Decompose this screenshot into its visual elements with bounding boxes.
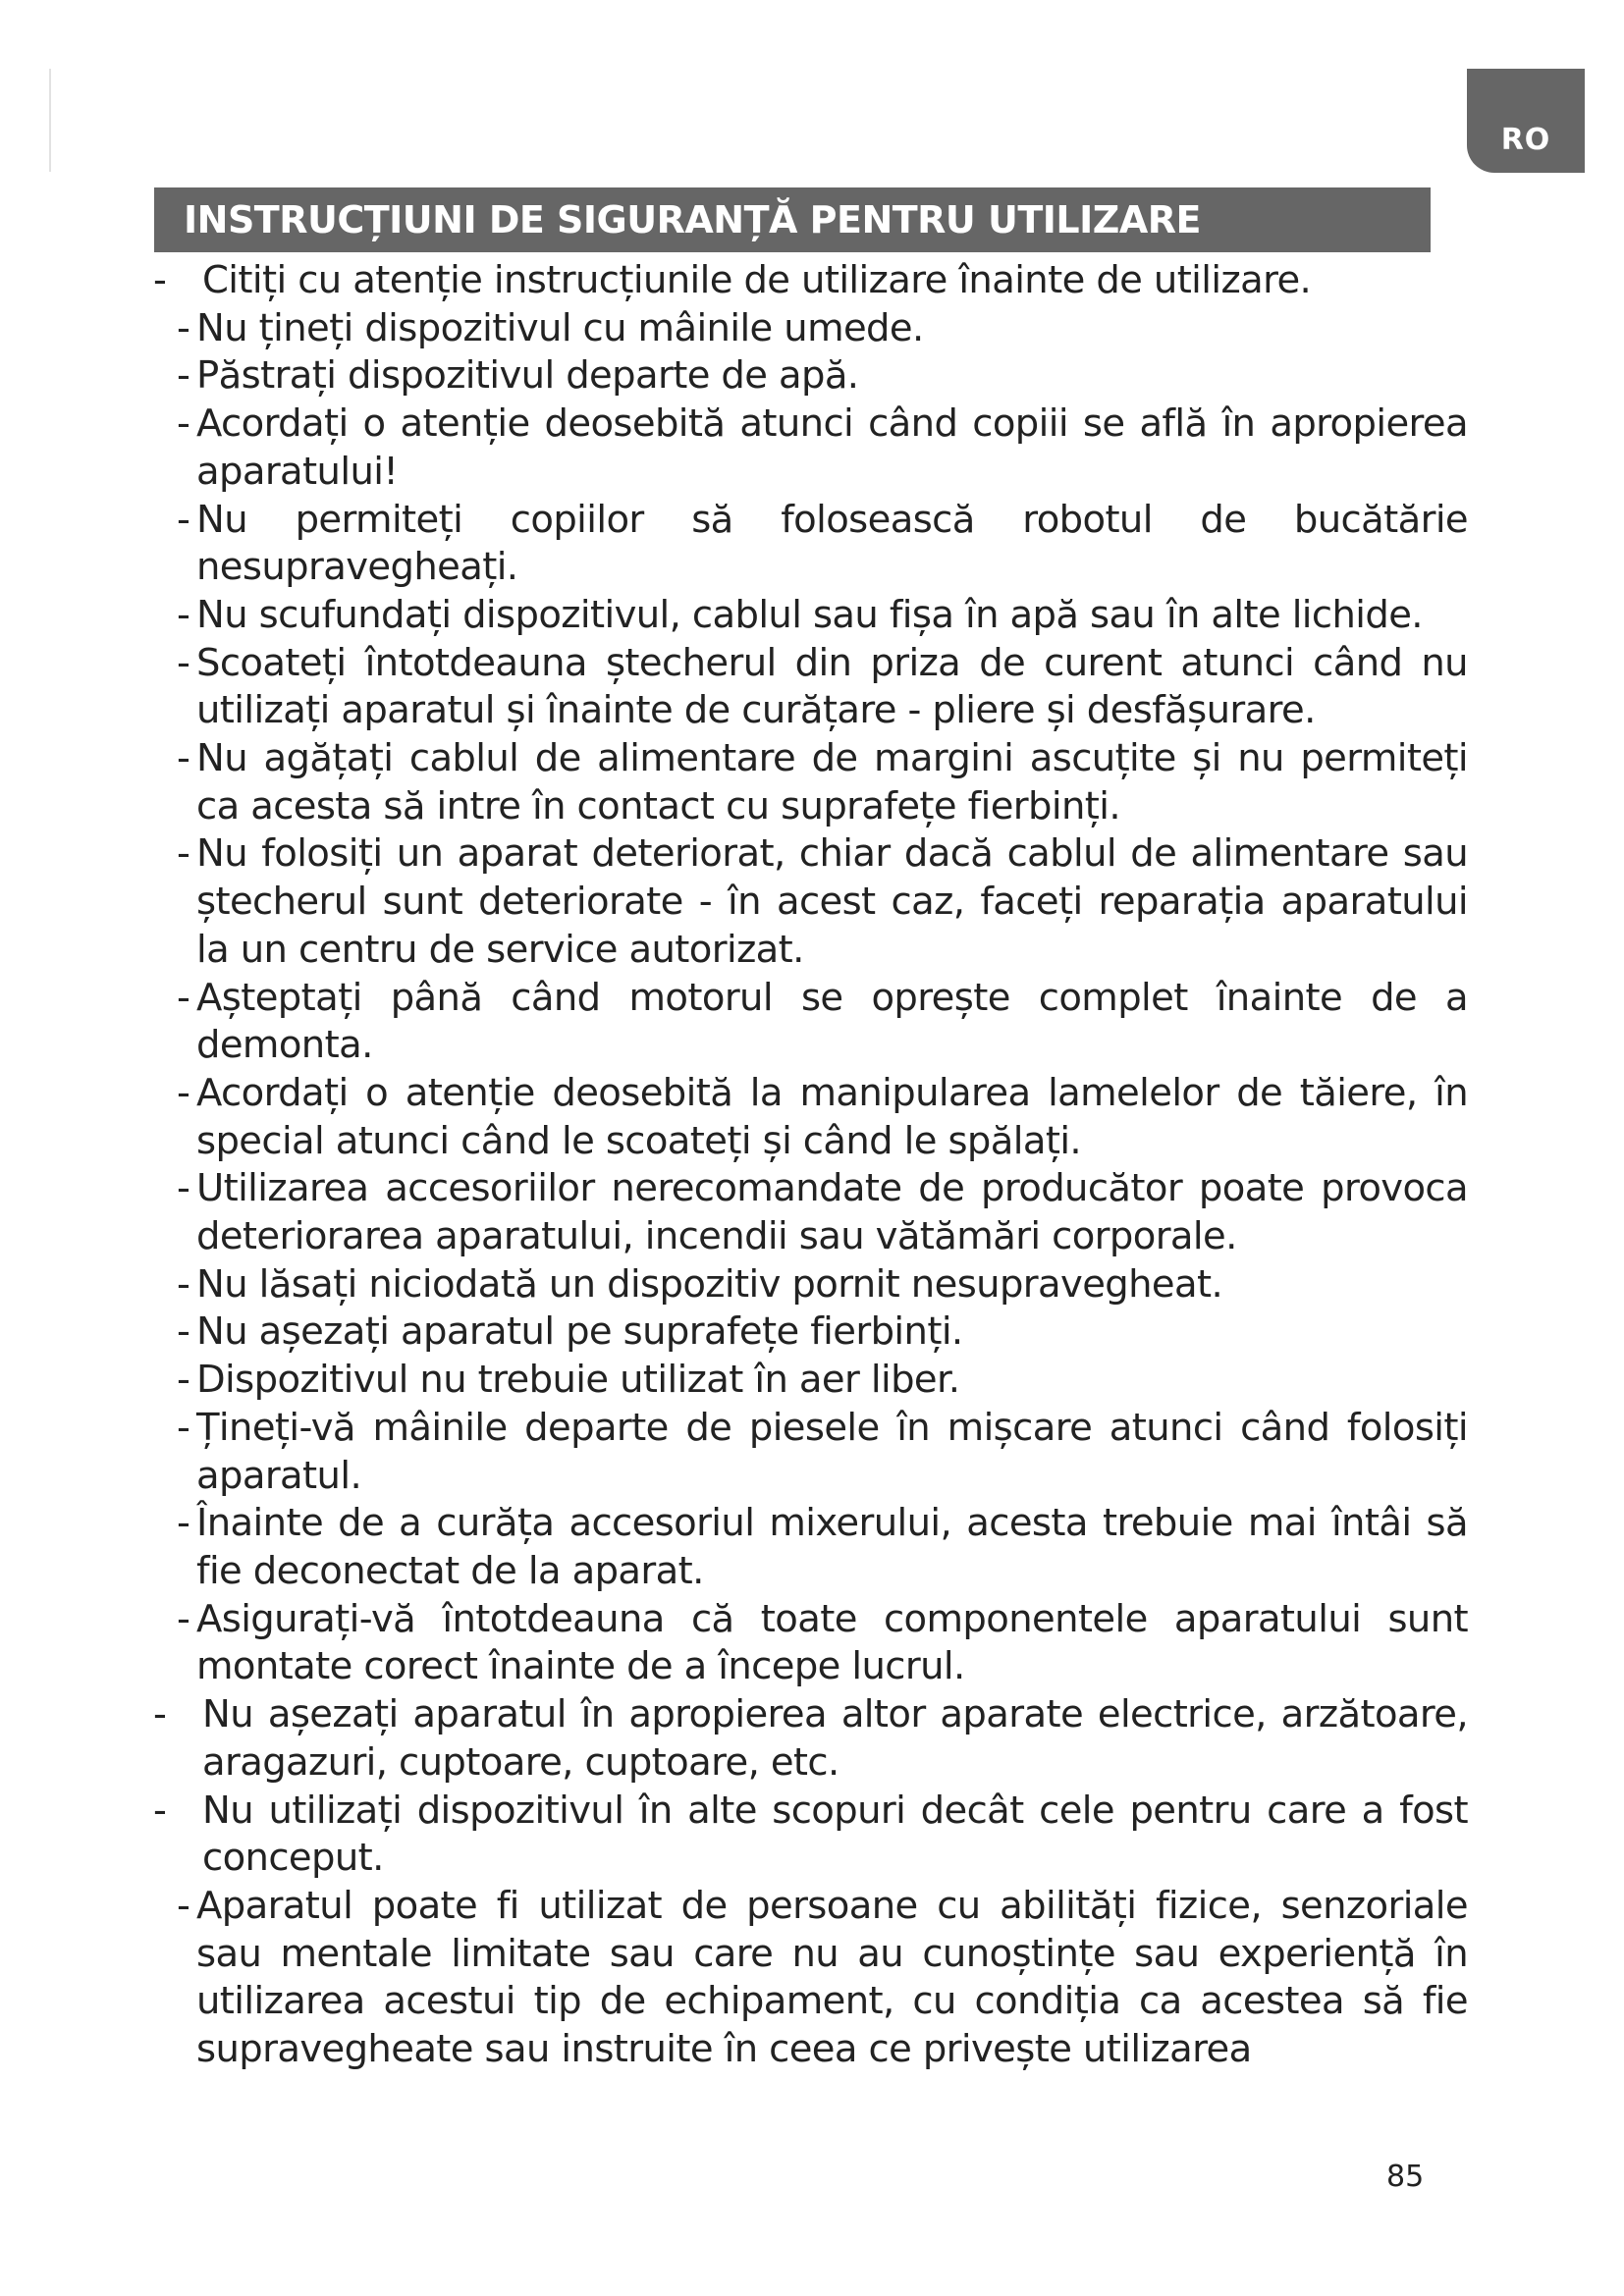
- list-item: [147, 830, 1468, 974]
- list-dash: -: [177, 640, 190, 685]
- list-dash: -: [177, 1261, 190, 1307]
- list-item: [147, 592, 1468, 640]
- list-item-text: Nu scufundați dispozitivul, cablul sau fișa în apă sau în alte lichide.: [196, 592, 1423, 637]
- list-dash: -: [153, 1788, 167, 1833]
- list-dash: -: [177, 1309, 190, 1355]
- list-item-text: Asigurați-vă întotdeauna că toate componentele aparatului sunt montate corect înainte de a începe lucrul.: [196, 1596, 1468, 1689]
- list-item: [147, 497, 1468, 592]
- list-dash: -: [177, 592, 190, 637]
- list-dash: -: [177, 1405, 190, 1450]
- list-item-text: Nu agățați cablul de alimentare de margini ascuțite și nu permiteți ca acesta să intre în contact cu suprafețe fierbinți.: [196, 736, 1468, 828]
- list-dash: -: [177, 1358, 190, 1403]
- list-item: [147, 305, 1468, 353]
- list-item-text: Nu țineți dispozitivul cu mâinile umede.: [196, 305, 924, 350]
- list-item-text: Nu așezați aparatul în apropierea altor aparate electrice, arzătoare, aragazuri, cuptoare, cuptoare, etc.: [202, 1692, 1468, 1785]
- list-item: [147, 400, 1468, 496]
- list-dash: -: [177, 401, 190, 447]
- list-dash: -: [177, 1883, 190, 1928]
- list-item-text: Scoateți întotdeauna ștecherul din priza de curent atunci când nu utilizați aparatul și înainte de curățare - pliere și desfășurare.: [196, 640, 1468, 733]
- page-number: 85: [1386, 2160, 1425, 2194]
- list-item-text: Acordați o atenție deosebită atunci când copiii se află în apropierea aparatului!: [196, 401, 1468, 494]
- list-item-text: Înainte de a curăța accesoriul mixerului, acesta trebuie mai întâi să fie deconectat de la aparat.: [196, 1501, 1468, 1593]
- list-item: [147, 1691, 1468, 1787]
- list-item: [147, 1883, 1468, 2074]
- list-dash: -: [153, 258, 167, 302]
- section-header: [154, 187, 1431, 252]
- list-item: [147, 1596, 1468, 1691]
- list-dash: -: [177, 975, 190, 1020]
- list-item-text: Aparatul poate fi utilizat de persoane cu abilități fizice, senzoriale sau mentale limitate sau care nu au cunoștințe sau experiență în utilizarea acestui tip de echipament, cu condiția ca acestea să fie supravegheate sau instruite în ceea ce privește utilizarea: [196, 1883, 1468, 2072]
- list-item-text: Acordați o atenție deosebită la manipularea lamelelor de tăiere, în special atunci când le scoateți și când le spălați.: [196, 1070, 1468, 1163]
- list-item-text: Păstrați dispozitivul departe de apă.: [196, 353, 859, 399]
- list-dash: -: [153, 1692, 167, 1737]
- list-item: [147, 640, 1468, 735]
- list-item: [147, 1500, 1468, 1595]
- list-item-text: Nu utilizați dispozitivul în alte scopuri decât cele pentru care a fost conceput.: [202, 1788, 1468, 1881]
- language-tab: [1467, 69, 1585, 173]
- list-dash: -: [177, 831, 190, 877]
- list-dash: -: [177, 1596, 190, 1641]
- list-item-text: Dispozitivul nu trebuie utilizat în aer liber.: [196, 1358, 960, 1403]
- list-item: [147, 735, 1468, 830]
- list-item-text: Așteptați până când motorul se oprește complet înainte de a demonta.: [196, 975, 1468, 1068]
- list-item: [147, 975, 1468, 1070]
- list-item-text: Nu permiteți copiilor să folosească robotul de bucătărie nesupravegheați.: [196, 497, 1468, 590]
- list-item-text: Nu așezați aparatul pe suprafețe fierbinți.: [196, 1309, 963, 1355]
- list-item: [147, 1357, 1468, 1405]
- list-dash: -: [177, 305, 190, 350]
- margin-rule: [49, 69, 51, 172]
- instructions-list: [147, 257, 1468, 2074]
- list-item-text: Nu lăsați niciodată un dispozitiv pornit nesupravegheat.: [196, 1261, 1223, 1307]
- list-item: [147, 1308, 1468, 1357]
- list-item: [147, 352, 1468, 400]
- list-dash: -: [177, 1501, 190, 1546]
- list-item: [147, 1261, 1468, 1309]
- list-item-text: Citiți cu atenție instrucțiunile de utilizare înainte de utilizare.: [202, 258, 1312, 302]
- list-dash: -: [177, 736, 190, 781]
- list-item: [147, 1405, 1468, 1500]
- list-dash: -: [177, 353, 190, 399]
- list-item-text: Utilizarea accesoriilor nerecomandate de producător poate provoca deteriorarea aparatului, incendii sau vătămări corporale.: [196, 1166, 1468, 1259]
- list-item-text: Nu folosiți un aparat deteriorat, chiar dacă cablul de alimentare sau ștecherul sunt deteriorate - în acest caz, faceți reparația aparatului la un centru de service autorizat.: [196, 831, 1468, 972]
- list-dash: -: [177, 497, 190, 542]
- list-dash: -: [177, 1070, 190, 1115]
- list-dash: -: [177, 1166, 190, 1211]
- list-item: [147, 1788, 1468, 1883]
- list-item-text: Țineți-vă mâinile departe de piesele în mișcare atunci când folosiți aparatul.: [196, 1405, 1468, 1498]
- list-item: [147, 1070, 1468, 1165]
- language-tab-label: RO: [1500, 123, 1551, 157]
- section-title: INSTRUCȚIUNI DE SIGURANȚĂ PENTRU UTILIZARE: [184, 198, 1201, 241]
- list-item: [147, 257, 1468, 305]
- list-item: [147, 1165, 1468, 1260]
